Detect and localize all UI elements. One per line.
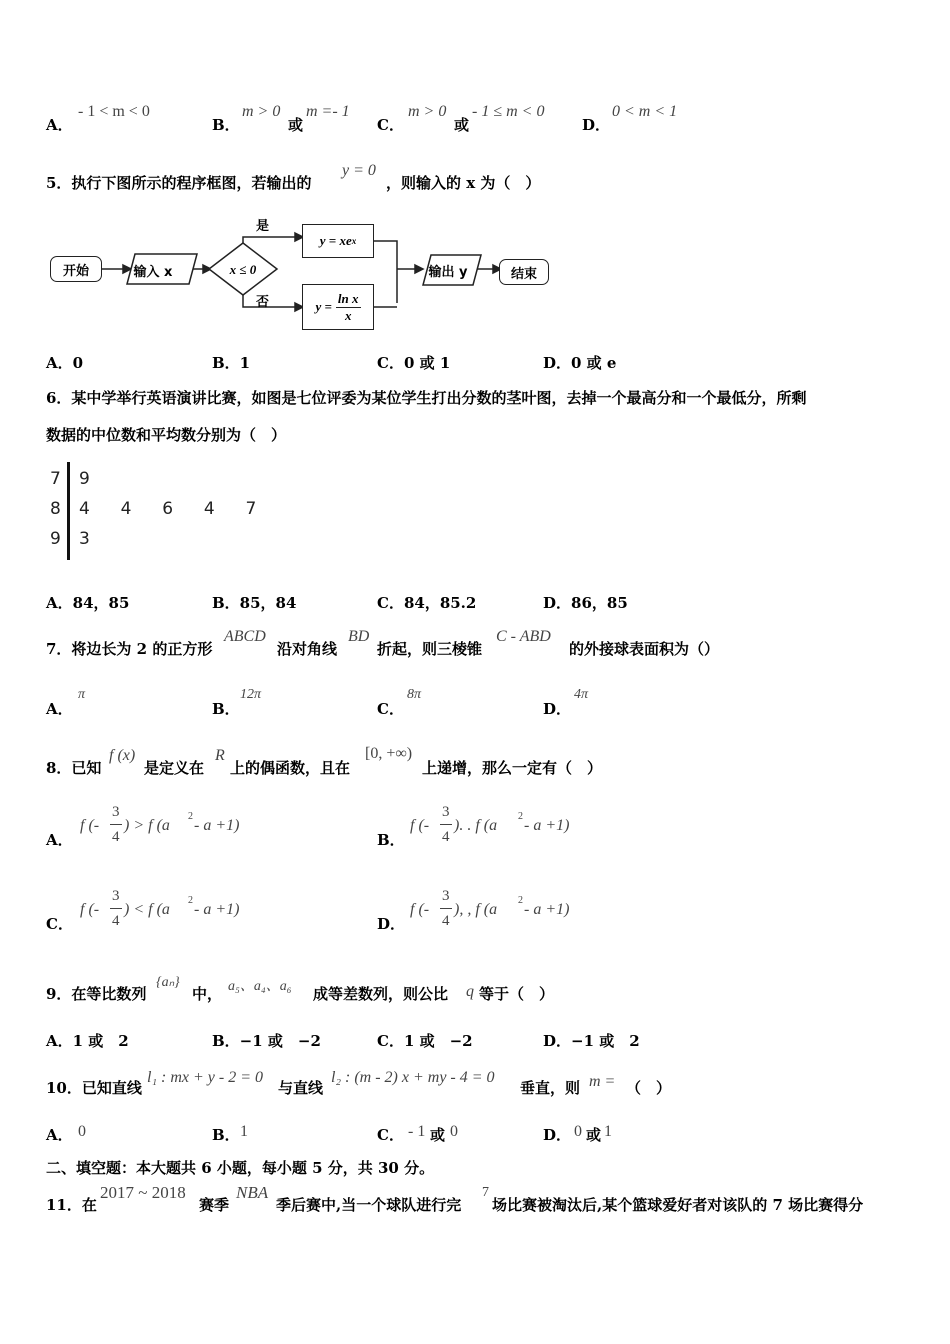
flow-condition: x ≤ 0	[229, 262, 257, 277]
flow-output-node: 输出 y	[428, 264, 468, 280]
flow-no-label: 否	[256, 295, 270, 310]
stem-divider	[67, 462, 70, 560]
flow-start-node: 开始	[50, 256, 102, 282]
flow-no-formula: y = $\frac{\text{ln x}}{x}$	[302, 284, 374, 330]
flow-yes-label: 是	[256, 219, 270, 234]
flow-end-node: 结束	[499, 259, 549, 285]
flow-yes-formula: y = xe x	[302, 224, 374, 258]
section-heading: 二、填空题：本大题共 6 小题，每小题 5 分，共 30 分。	[46, 1159, 435, 1177]
flow-input-node: 输入 x	[133, 264, 173, 280]
